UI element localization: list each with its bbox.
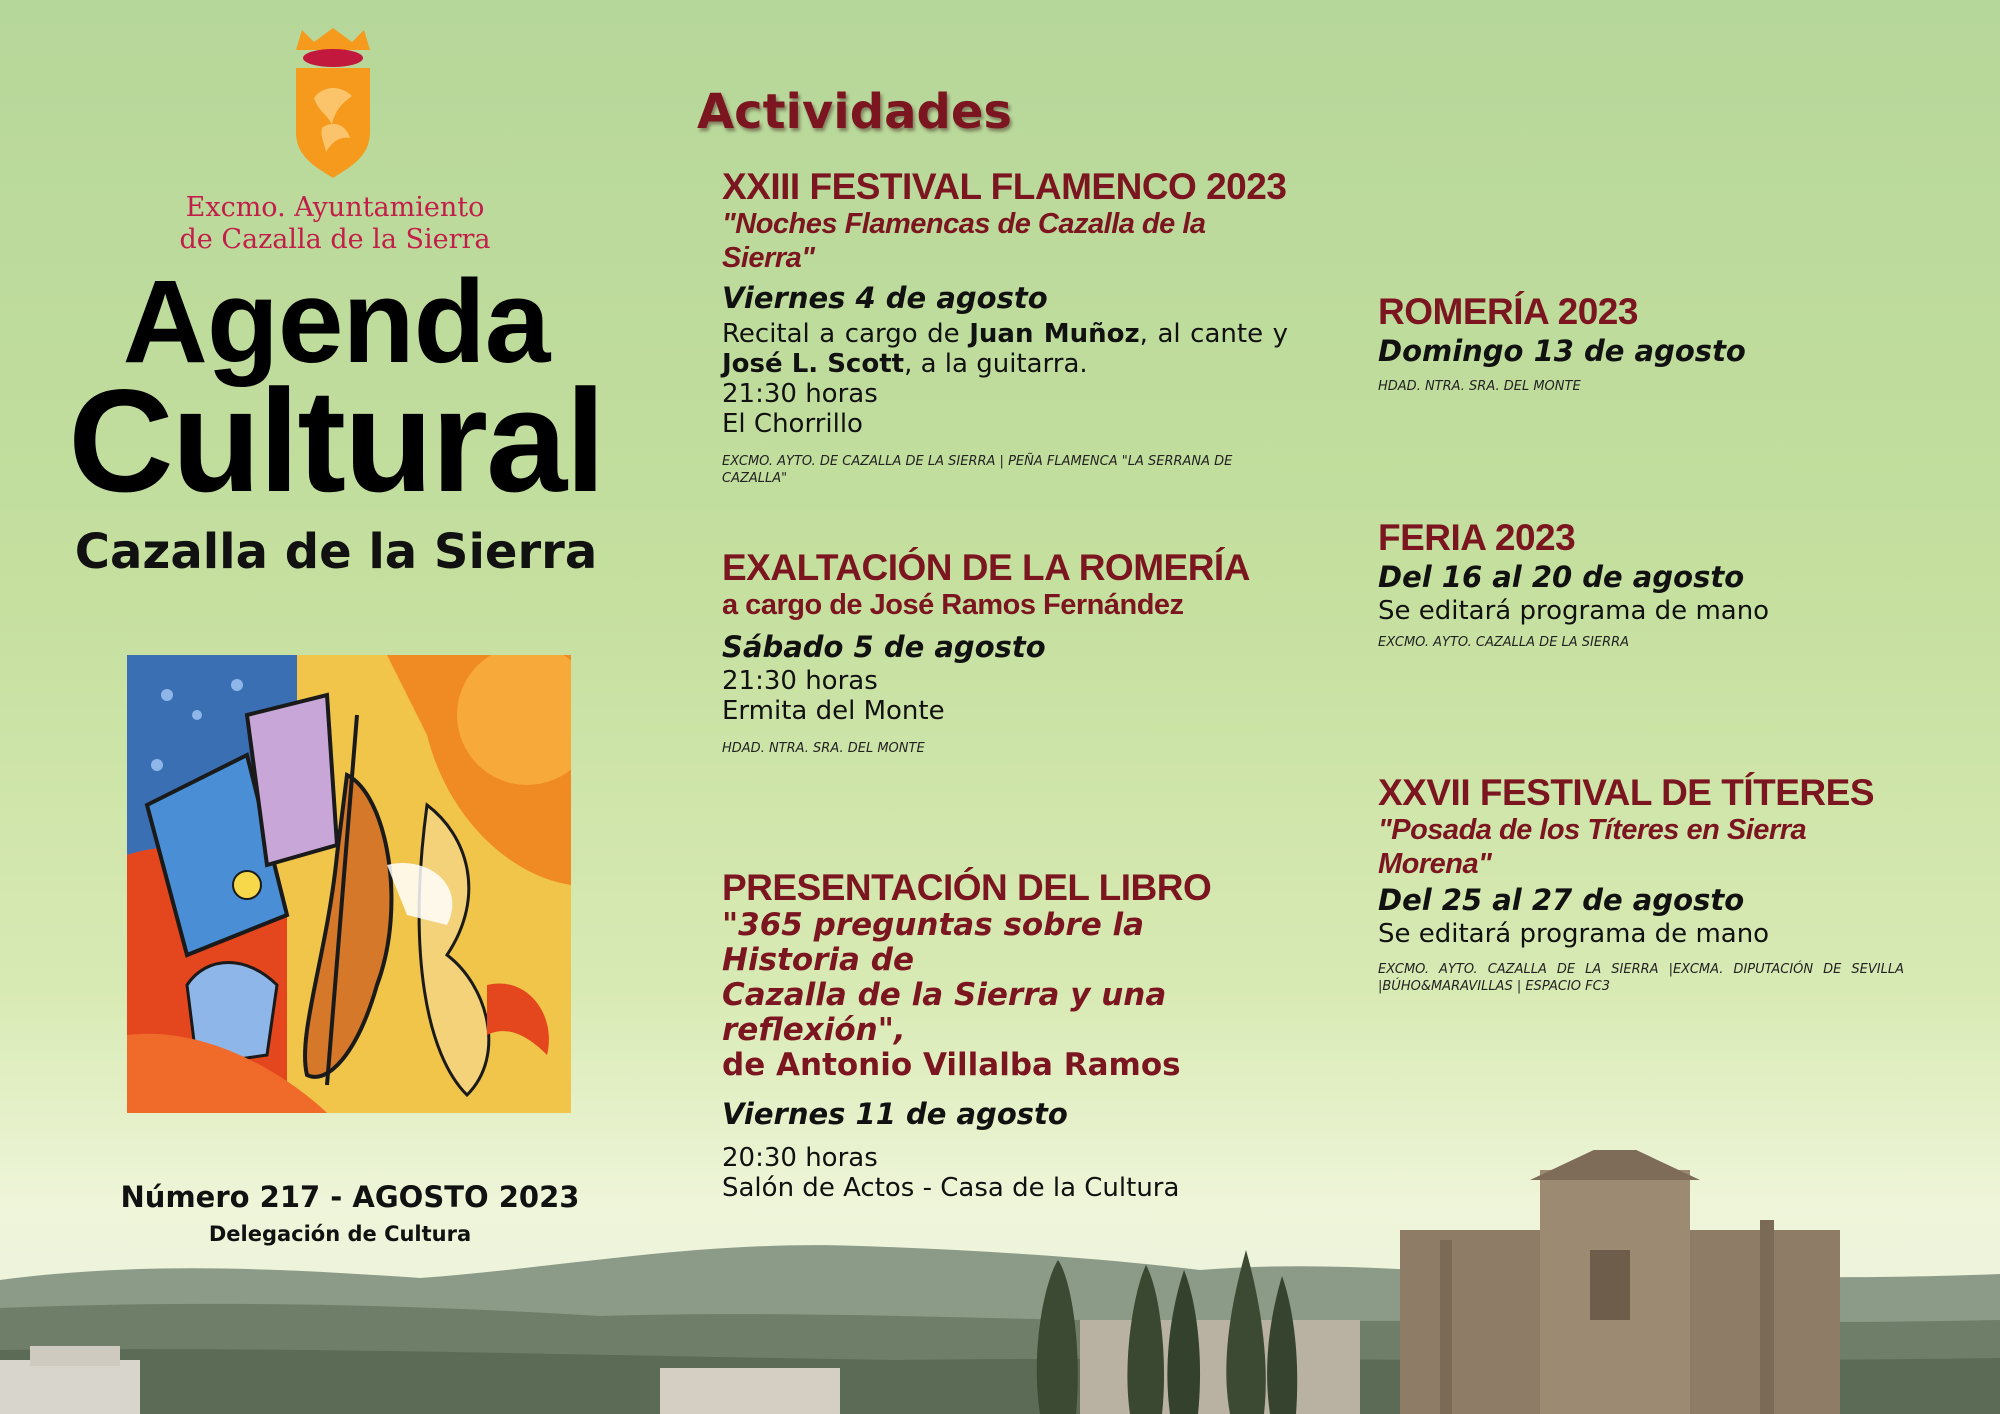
activities-heading: Actividades <box>697 84 1012 140</box>
title-cultural: Cultural <box>68 359 604 522</box>
event-date: Viernes 4 de agosto <box>722 281 1048 315</box>
title-town-name: Cazalla de la Sierra <box>74 524 598 580</box>
event-libro <box>722 868 1288 1203</box>
event-organizer: EXCMO. AYTO. DE CAZALLA DE LA SIERRA | PEÑA FLAMENCA "LA SERRANA DE CAZALLA" <box>722 454 1233 486</box>
event-date: Del 25 al 27 de agosto <box>1378 883 1745 917</box>
cubist-musician-painting <box>127 655 571 1113</box>
event-title: PRESENTACIÓN DEL LIBRO <box>722 867 1212 908</box>
event-title: EXALTACIÓN DE LA ROMERÍA <box>722 547 1250 588</box>
event-flamenco <box>722 167 1288 487</box>
event-organizer: HDAD. NTRA. SRA. DEL MONTE <box>1378 379 1581 394</box>
event-date: Sábado 5 de agosto <box>722 630 1046 664</box>
event-titeres <box>1378 773 1904 995</box>
event-title: FERIA 2023 <box>1378 517 1576 558</box>
event-organizer: HDAD. NTRA. SRA. DEL MONTE <box>722 741 925 756</box>
event-description: Recital a cargo de Juan Muñoz, al cante y José L. Scott, a la guitarra. <box>722 319 1288 379</box>
town-council-line1: Excmo. Ayuntamiento <box>185 192 485 223</box>
event-date: Del 16 al 20 de agosto <box>1378 560 1745 594</box>
event-date: Viernes 11 de agosto <box>722 1097 1068 1131</box>
title-agenda: Agenda <box>122 256 550 388</box>
event-place: Salón de Actos - Casa de la Cultura <box>722 1173 1180 1203</box>
event-subtitle: "Noches Flamencas de Cazalla de la Sierra" <box>722 208 1206 274</box>
performer-guitarist: José L. Scott <box>722 349 905 379</box>
event-subtitle-line2: Cazalla de la Sierra y una reflexión", <box>722 977 1167 1048</box>
event-note: Se editará programa de mano <box>1378 919 1770 949</box>
event-organizer: EXCMO. AYTO. CAZALLA DE LA SIERRA <box>1378 635 1630 650</box>
event-note: Se editará programa de mano <box>1378 596 1770 626</box>
event-place: Ermita del Monte <box>722 696 945 726</box>
event-time: 21:30 horas <box>722 666 878 696</box>
event-title: XXIII FESTIVAL FLAMENCO 2023 <box>722 166 1287 207</box>
event-romeria <box>1378 292 1904 395</box>
coat-of-arms-icon <box>288 28 378 178</box>
performer-singer: Juan Muñoz <box>969 319 1140 349</box>
event-time: 21:30 horas <box>722 379 878 409</box>
event-time: 20:30 horas <box>722 1143 878 1173</box>
event-author: de Antonio Villalba Ramos <box>722 1047 1181 1083</box>
event-title: XXVII FESTIVAL DE TÍTERES <box>1378 772 1874 813</box>
event-exaltacion <box>722 548 1288 757</box>
town-council-line2: de Cazalla de la Sierra <box>179 224 491 255</box>
event-place: El Chorrillo <box>722 409 863 439</box>
event-date: Domingo 13 de agosto <box>1378 334 1746 368</box>
event-subtitle: a cargo de José Ramos Fernández <box>722 589 1184 621</box>
delegation-name: Delegación de Cultura <box>208 1222 472 1246</box>
event-feria <box>1378 518 1904 651</box>
event-subtitle: "Posada de los Títeres en Sierra Morena" <box>1378 814 1807 880</box>
event-title: ROMERÍA 2023 <box>1378 291 1638 332</box>
issue-number: Número 217 - AGOSTO 2023 <box>120 1180 580 1214</box>
event-organizer: EXCMO. AYTO. CAZALLA DE LA SIERRA |EXCMA. DIPUTACIÓN DE SEVILLA |BÚHO&MARAVILLAS | ESPACIO FC3 <box>1378 962 1904 994</box>
event-subtitle-line1: "365 preguntas sobre la Historia de <box>722 907 1145 978</box>
